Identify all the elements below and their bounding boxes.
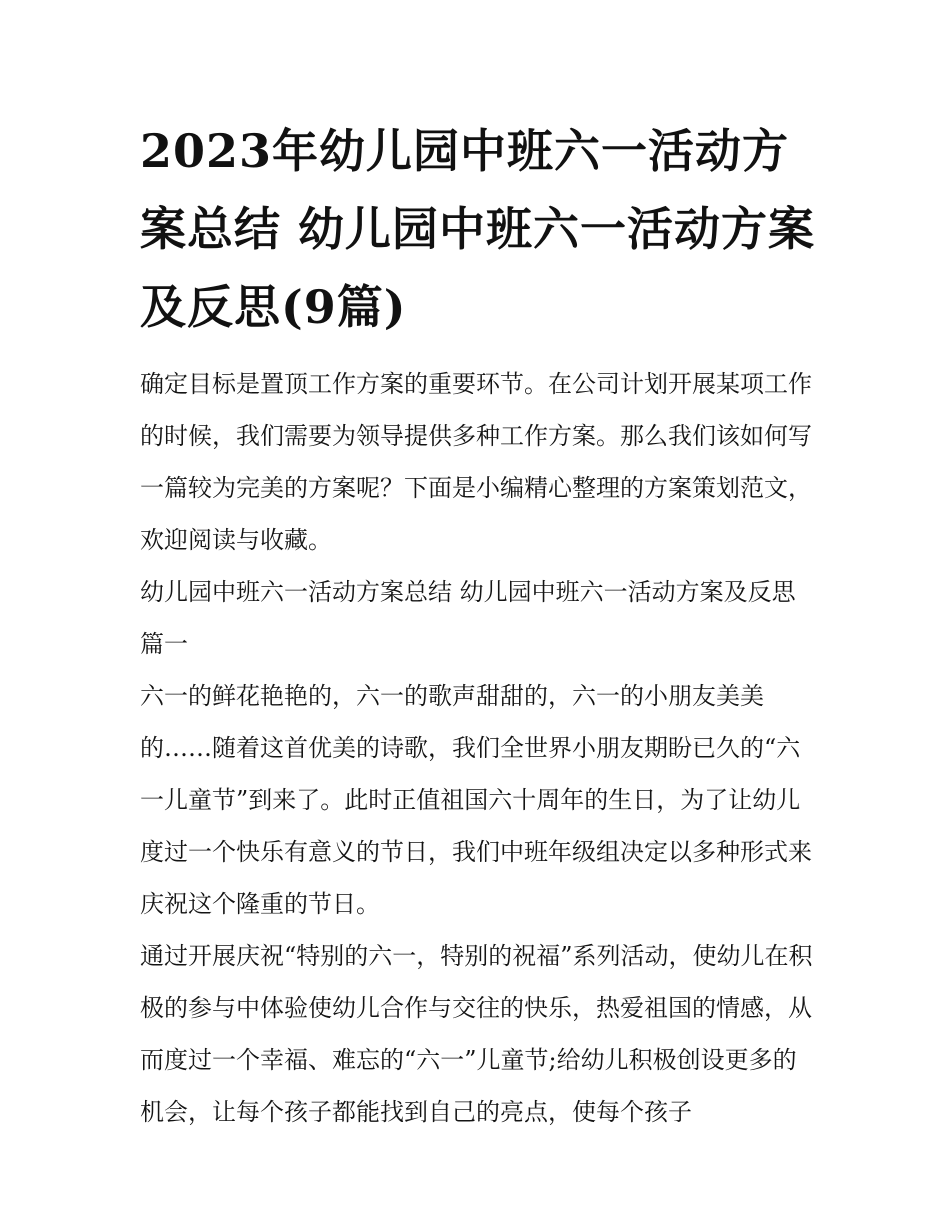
intro-paragraph: 确定目标是置顶工作方案的重要环节。在公司计划开展某项工作的时候，我们需要为领导提供多种工作方案。那么我们该如何写一篇较为完美的方案呢？下面是小编精心整理的方案策划范文，欢迎阅读与收藏。 [140,370,812,554]
section-heading: 幼儿园中班六一活动方案总结 幼儿园中班六一活动方案及反思篇一 [140,578,796,658]
body-paragraph: 六一的鲜花艳艳的，六一的歌声甜甜的，六一的小朋友美美的……随着这首优美的诗歌，我们全世界小朋友期盼已久的“六一儿童节”到来了。此时正值祖国六十周年的生日，为了让幼儿度过一个快乐有意义的节日，我们中班年级组决定以多种形式来庆祝这个隆重的节日。 [140,682,812,918]
document-body [140,112,815,1138]
document-title: 2023年幼儿园中班六一活动方案总结 幼儿园中班六一活动方案及反思(9篇) [140,124,816,334]
body-paragraph: 通过开展庆祝“特别的六一，特别的祝福”系列活动，使幼儿在积极的参与中体验使幼儿合作与交往的快乐，热爱祖国的情感，从而度过一个幸福、难忘的“六一”儿童节;给幼儿积极创设更多的机会，让每个孩子都能找到自己的亮点，使每个孩子 [140,942,813,1126]
